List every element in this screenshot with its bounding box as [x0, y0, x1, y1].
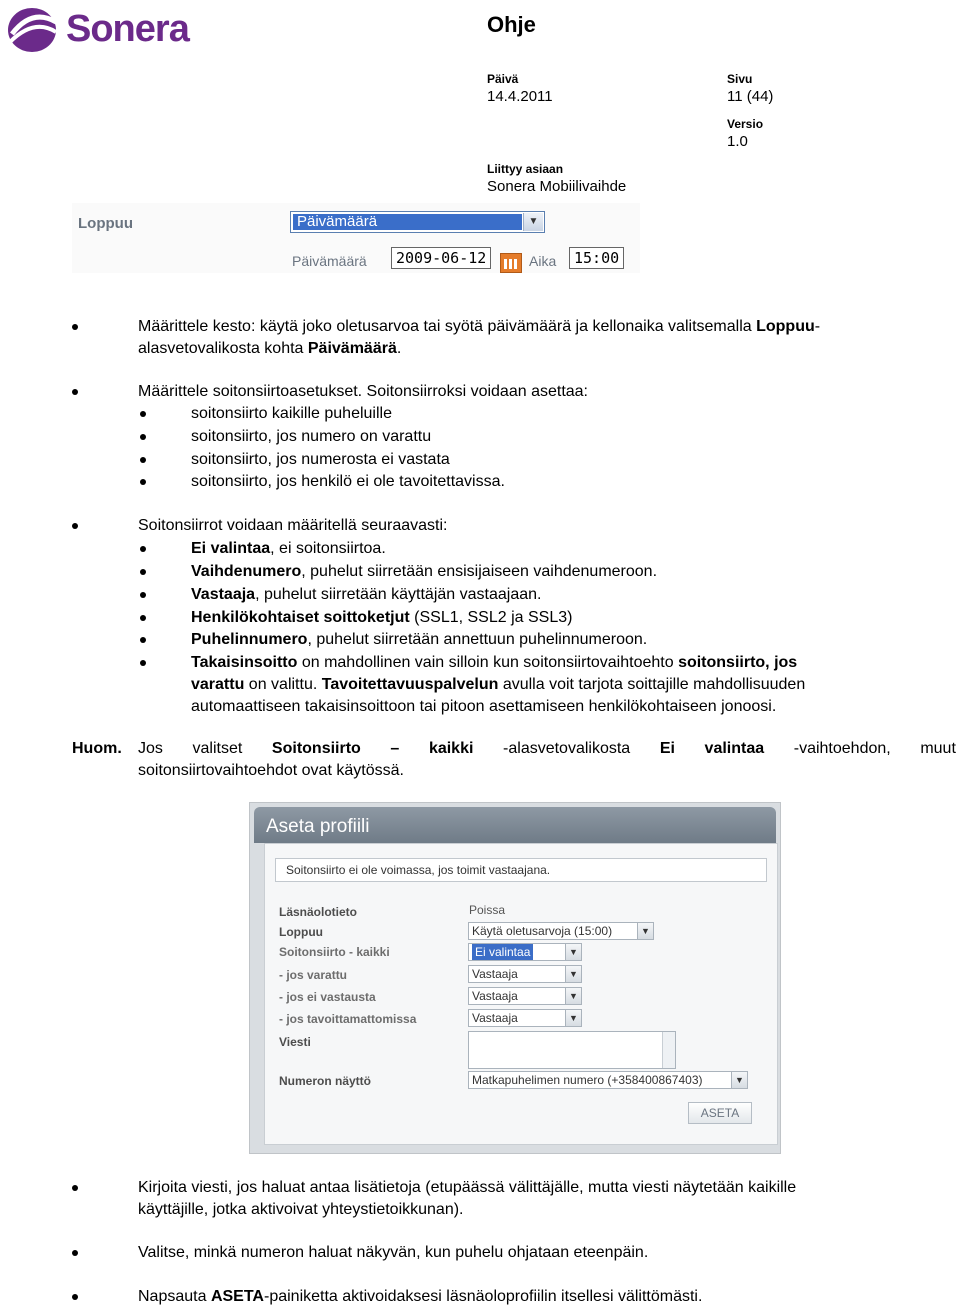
forwarding-intro: Määrittele soitonsiirtoasetukset. Soitonsiirroksi voidaan asettaa:: [138, 383, 588, 400]
message-textarea[interactable]: [468, 1031, 676, 1069]
bullet: [140, 546, 146, 552]
bullet: [72, 1294, 78, 1300]
list-item: Vastaaja, puhelut siirretään käyttäjän vastaajaan.: [191, 586, 542, 603]
end-type-select[interactable]: [290, 211, 545, 233]
bullet: [140, 660, 146, 666]
number-display-label: Numeron näyttö: [279, 1074, 372, 1088]
list-item: Takaisinsoitto on mahdollinen vain silloin kun soitonsiirtovaihtoehto soitonsiirto, jos varattu on valittu. Tavoitettavuuspalvelun avulla voit tarjota soittajille mahdollisuuden automaattiseen takaisinsoittoon tai pitoon asettamiseen henkilökohtaiseen jonoosi.: [191, 654, 806, 715]
fwd-noanswer-select[interactable]: Vastaaja ▼: [468, 987, 582, 1005]
end-label: Loppuu: [78, 215, 133, 232]
paragraph-message: Kirjoita viesti, jos haluat antaa lisätietoja (etupäässä välittäjälle, mutta viesti näytetään kaikille käyttäjille, jotka aktivoivat yhteystietoikkunan).: [138, 1179, 797, 1218]
bullet: [72, 1250, 78, 1256]
note-line-1: Jos valitset Soitonsiirto – kaikki -alasvetovalikosta Ei valintaa -vaihtoehdon, muut: [138, 740, 956, 757]
sonera-logo-icon: [6, 4, 62, 56]
scrollbar[interactable]: [662, 1032, 675, 1068]
version-label: Versio: [727, 117, 764, 131]
fwd-unreachable-label: - jos tavoittamattomissa: [279, 1012, 417, 1026]
bullet: [140, 592, 146, 598]
bullet: [72, 1185, 78, 1191]
list-item: Vaihdenumero, puhelut siirretään ensisijaiseen vaihdenumeroon.: [191, 563, 658, 580]
set-button[interactable]: ASETA: [688, 1102, 752, 1124]
page-label: Sivu: [727, 72, 753, 86]
forwarding-options-intro: Soitonsiirrot voidaan määritellä seuraavasti:: [138, 517, 448, 534]
message-label: Viesti: [279, 1035, 311, 1049]
list-item: soitonsiirto, jos numero on varattu: [191, 428, 432, 445]
list-item: Puhelinnumero, puhelut siirretään annettuun puhelinnumeroon.: [191, 631, 648, 648]
paragraph-number: Valitse, minkä numeron haluat näkyvän, kun puhelu ohjataan eteenpäin.: [138, 1244, 649, 1261]
calendar-icon[interactable]: [500, 253, 522, 273]
bullet: [72, 523, 78, 529]
presence-label: Läsnäolotieto: [279, 905, 358, 919]
time-input[interactable]: 15:00: [569, 247, 624, 269]
sonera-logo: [6, 4, 196, 56]
bullet: [140, 637, 146, 643]
end-select[interactable]: Käytä oletusarvoja (15:00) ▼: [468, 922, 654, 940]
end-type-selected: Päivämäärä: [293, 214, 522, 230]
fwd-busy-select[interactable]: Vastaaja ▼: [468, 965, 582, 983]
list-item: soitonsiirto, jos henkilö ei ole tavoitettavissa.: [191, 473, 505, 490]
paragraph-set: Napsauta ASETA-painiketta aktivoidaksesi läsnäoloprofiilin itsellesi välittömästi.: [138, 1288, 703, 1305]
chevron-down-icon[interactable]: ▼: [523, 213, 543, 231]
fwd-unreachable-select[interactable]: Vastaaja ▼: [468, 1009, 582, 1027]
fwd-all-label: Soitonsiirto - kaikki: [279, 945, 390, 959]
date-value: 14.4.2011: [487, 88, 553, 105]
bullet: [140, 569, 146, 575]
chevron-down-icon[interactable]: ▼: [565, 944, 581, 960]
fwd-all-select[interactable]: Ei valintaa ▼: [468, 943, 582, 961]
list-item: soitonsiirto kaikille puheluille: [191, 405, 392, 422]
page-value: 11 (44): [727, 88, 774, 105]
bullet: [140, 457, 146, 463]
note-line-2: soitonsiirtovaihtoehdot ovat käytössä.: [138, 762, 404, 779]
date-label: Päivämäärä: [292, 253, 367, 269]
bullet: [140, 479, 146, 485]
presence-value: Poissa: [469, 903, 506, 917]
end-date-screenshot: [72, 203, 640, 273]
end-label: Loppuu: [279, 925, 323, 939]
document-title: Ohje: [487, 12, 536, 37]
dialog-header: [254, 807, 776, 843]
bullet: [140, 615, 146, 621]
related-label: Liittyy asiaan: [487, 162, 564, 176]
list-item: soitonsiirto, jos numerosta ei vastata: [191, 451, 450, 468]
dialog-title: Aseta profiili: [266, 816, 370, 837]
fwd-noanswer-label: - jos ei vastausta: [279, 990, 376, 1004]
bullet: [140, 411, 146, 417]
chevron-down-icon[interactable]: ▼: [731, 1072, 747, 1088]
bullet: [140, 434, 146, 440]
note-label: Huom.: [72, 740, 122, 757]
chevron-down-icon[interactable]: ▼: [637, 923, 653, 939]
related-value: Sonera Mobiilivaihde: [487, 178, 627, 195]
list-item: Ei valintaa, ei soitonsiirtoa.: [191, 540, 386, 557]
set-profile-screenshot: [249, 802, 781, 1154]
number-display-select[interactable]: Matkapuhelimen numero (+358400867403) ▼: [468, 1071, 748, 1089]
bullet: [72, 389, 78, 395]
logo-text: Sonera: [66, 8, 189, 50]
list-item: Henkilökohtaiset soittoketjut (SSL1, SSL2 ja SSL3): [191, 609, 573, 626]
paragraph-duration: Määrittele kesto: käytä joko oletusarvoa tai syötä päivämäärä ja kellonaika valitsemalla Loppuu- alasvetovalikosta kohta Päivämäärä.: [138, 318, 821, 357]
dialog-panel: [264, 843, 778, 1145]
fwd-busy-label: - jos varattu: [279, 968, 348, 982]
date-input[interactable]: 2009-06-12: [391, 247, 491, 269]
chevron-down-icon[interactable]: ▼: [565, 1010, 581, 1026]
date-label: Päivä: [487, 72, 519, 86]
chevron-down-icon[interactable]: ▼: [565, 988, 581, 1004]
chevron-down-icon[interactable]: ▼: [565, 966, 581, 982]
info-banner: Soitonsiirto ei ole voimassa, jos toimit vastaajana.: [275, 858, 767, 882]
bullet: [72, 324, 78, 330]
time-label: Aika: [529, 253, 557, 269]
version-value: 1.0: [727, 133, 748, 150]
